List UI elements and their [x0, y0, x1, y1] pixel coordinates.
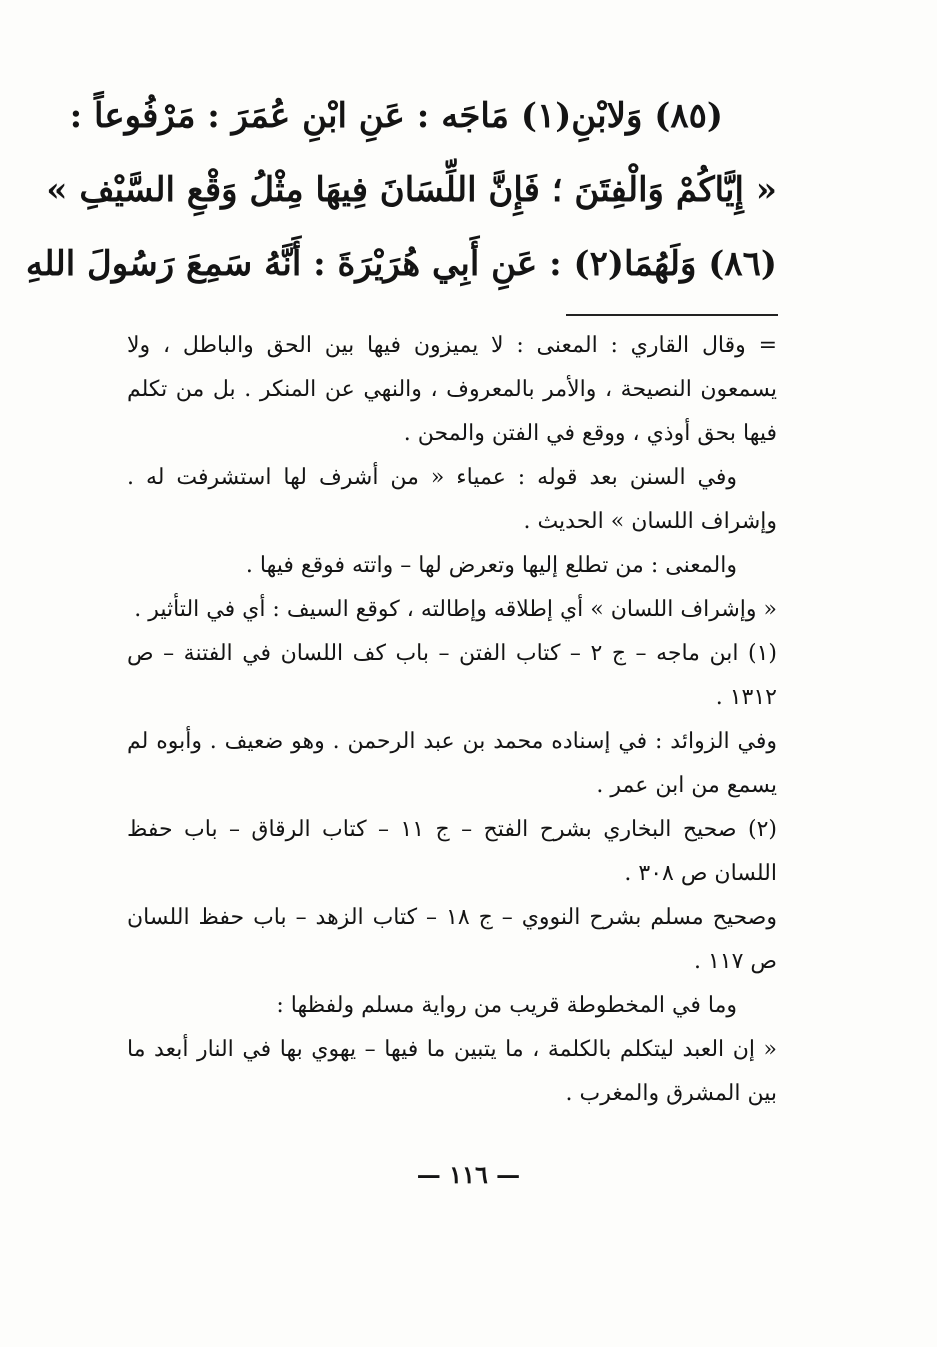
footnote-paragraph: = وقال القاري : المعنى : لا يميزون فيها بين الحق والباطل ، ولا يسمعون النصيحة ، والأمر بالمعروف ، والنهي عن المنكر . بل من تكلم فيها بحق أوذي ، ووقع في الفتن والمحن . [127, 333, 777, 446]
footnote-paragraph: « وإشراف اللسان » أي إطلاقه وإطالته ، كوقع السيف : أي في التأثير . [134, 597, 777, 622]
hadith-86-heading: (٨٦) وَلَهُمَا(٢) : عَنِ أَبِي هُرَيْرَةَ : أَنَّهُ سَمِعَ رَسُولَ اللهِ [25, 244, 777, 284]
footnote-separator [566, 314, 778, 316]
footnote-paragraph: وفي السنن بعد قوله : عمياء « من أشرف لها استشرفت له . وإشراف اللسان » الحديث . [127, 465, 777, 534]
footnote-paragraph: وفي الزوائد : في إسناده محمد بن عبد الرحمن . وهو ضعيف . وأبوه لم يسمع من ابن عمر . [127, 729, 777, 798]
footnote-paragraph: وصحيح مسلم بشرح النووي – ج ١٨ – كتاب الزهد – باب حفظ اللسان ص ١١٧ . [127, 905, 777, 974]
footnote-1: (١) ابن ماجه – ج ٢ – كتاب الفتن – باب كف اللسان في الفتنة – ص ١٣١٢ . [127, 641, 777, 710]
footnote-paragraph: « إن العبد ليتكلم بالكلمة ، ما يتبين ما فيها – يهوي بها في النار أبعد ما بين المشرق والمغرب . [127, 1037, 777, 1106]
footnotes [127, 324, 777, 1116]
page-number: — ١١٦ — [416, 1160, 521, 1189]
footnote-2: (٢) صحيح البخاري بشرح الفتح – ج ١١ – كتاب الرقاق – باب حفظ اللسان ص ٣٠٨ . [127, 817, 777, 886]
footnote-paragraph: والمعنى : من تطلع إليها وتعرض لها – واتته فوقع فيها . [245, 553, 737, 578]
footnote-paragraph: وما في المخطوطة قريب من رواية مسلم ولفظها : [276, 993, 737, 1018]
hadith-85-heading: (٨٥) وَلابْنِ(١) مَاجَه : عَنِ ابْنِ عُمَرَ : مَرْفُوعاً : [69, 96, 723, 136]
hadith-85-text: « إِيَّاكُمْ وَالْفِتَنَ ؛ فَإِنَّ اللِّسَانَ فِيهَا مِثْلُ وَقْعِ السَّيْفِ » [46, 170, 777, 210]
